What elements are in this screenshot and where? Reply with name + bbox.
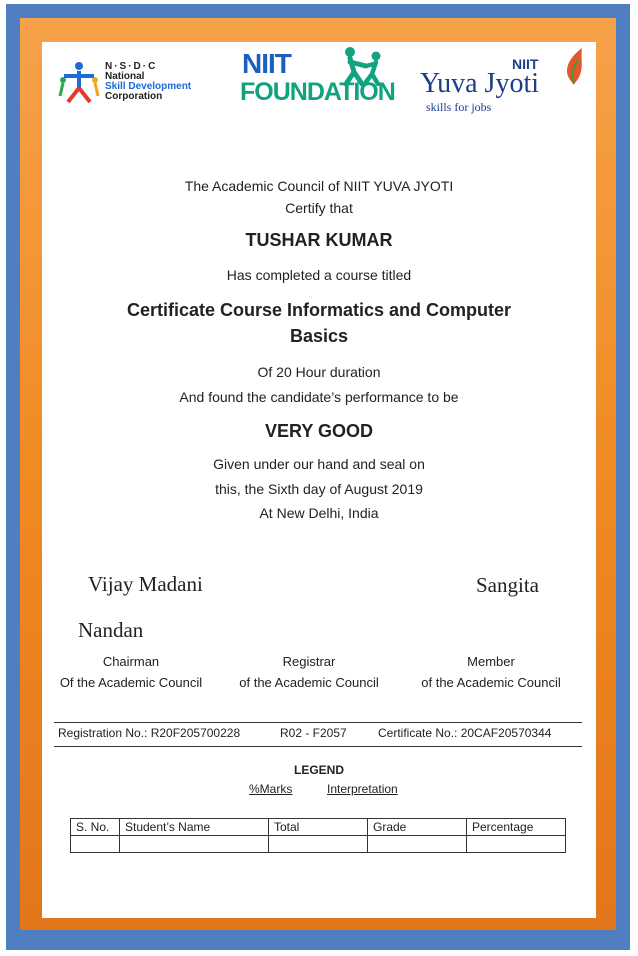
flame-leaf-icon xyxy=(560,46,588,86)
table-header-cell: Total xyxy=(269,819,368,836)
niit-foundation-word1: NIIT xyxy=(242,48,291,79)
role-member-sub: of the Academic Council xyxy=(421,675,561,690)
course-title-line1: Certificate Course Informatics and Computer xyxy=(126,300,512,320)
course-title-line2: Basics xyxy=(289,326,349,346)
role-registrar-title: Registrar xyxy=(282,654,336,669)
table-cell xyxy=(120,836,269,853)
signature-registrar: Nandan xyxy=(78,618,144,642)
logo-bar xyxy=(42,42,596,132)
performance-intro: And found the candidate’s performance to be xyxy=(179,389,459,405)
candidate-name: TUSHAR KUMAR xyxy=(245,230,393,250)
yuva-jyoti-niit: NIIT xyxy=(512,56,539,72)
yuva-jyoti-logo xyxy=(420,46,596,122)
registration-bottom-rule xyxy=(54,746,582,747)
table-header-cell: Percentage xyxy=(467,819,566,836)
registration-top-rule xyxy=(54,722,582,723)
table-row xyxy=(71,836,566,853)
table-cell xyxy=(467,836,566,853)
signature-member: Sangita xyxy=(476,573,539,597)
role-member xyxy=(406,654,576,690)
role-chairman xyxy=(46,654,216,690)
nsdc-line3: Corporation xyxy=(105,91,163,102)
role-member-title: Member xyxy=(467,654,515,669)
table-cell xyxy=(269,836,368,853)
certificate-paper xyxy=(42,42,596,918)
registration-number: Registration No.: R20F205700228 xyxy=(58,726,241,740)
certify-line: Certify that xyxy=(285,200,353,216)
yuva-jyoti-tagline: skills for jobs xyxy=(426,100,492,114)
duration-line: Of 20 Hour duration xyxy=(257,364,381,380)
place-line: At New Delhi, India xyxy=(259,505,379,521)
table-header-row xyxy=(71,819,566,836)
legend-marks-header: %Marks xyxy=(249,782,293,796)
signature-chairman: Vijay Madani xyxy=(88,572,203,596)
certificate-number: Certificate No.: 20CAF20570344 xyxy=(378,726,552,740)
table-cell xyxy=(368,836,467,853)
given-line2: this, the Sixth day of August 2019 xyxy=(215,481,423,497)
role-chairman-sub: Of the Academic Council xyxy=(59,675,203,690)
role-registrar xyxy=(224,654,394,690)
legend-title: LEGEND xyxy=(293,763,344,777)
nsdc-abbreviation: N·S·D·C xyxy=(105,61,158,72)
niit-foundation-logo xyxy=(240,48,395,112)
performance-grade: VERY GOOD xyxy=(264,421,374,441)
table-cell xyxy=(71,836,120,853)
nsdc-line2: Skill Development xyxy=(105,81,192,92)
completed-line: Has completed a course titled xyxy=(226,267,412,283)
marks-table xyxy=(70,818,566,853)
nsdc-logo xyxy=(56,56,206,116)
given-line1: Given under our hand and seal on xyxy=(213,456,425,472)
nsdc-line1: National xyxy=(105,71,145,82)
table-header-cell: Student’s Name xyxy=(120,819,269,836)
table-header-cell: S. No. xyxy=(71,819,120,836)
niit-foundation-word2: FOUNDATION xyxy=(240,78,395,106)
table-header-cell: Grade xyxy=(368,819,467,836)
legend-interpretation-header: Interpretation xyxy=(327,782,398,796)
role-registrar-sub: of the Academic Council xyxy=(239,675,379,690)
helping-hand-figures-icon xyxy=(332,46,388,86)
registration-code: R02 - F2057 xyxy=(280,726,347,740)
council-line: The Academic Council of NIIT YUVA JYOTI xyxy=(184,178,454,194)
role-chairman-title: Chairman xyxy=(102,654,160,669)
yuva-jyoti-wordmark: Yuva Jyoti xyxy=(420,68,539,99)
nsdc-figures-icon xyxy=(56,60,102,106)
